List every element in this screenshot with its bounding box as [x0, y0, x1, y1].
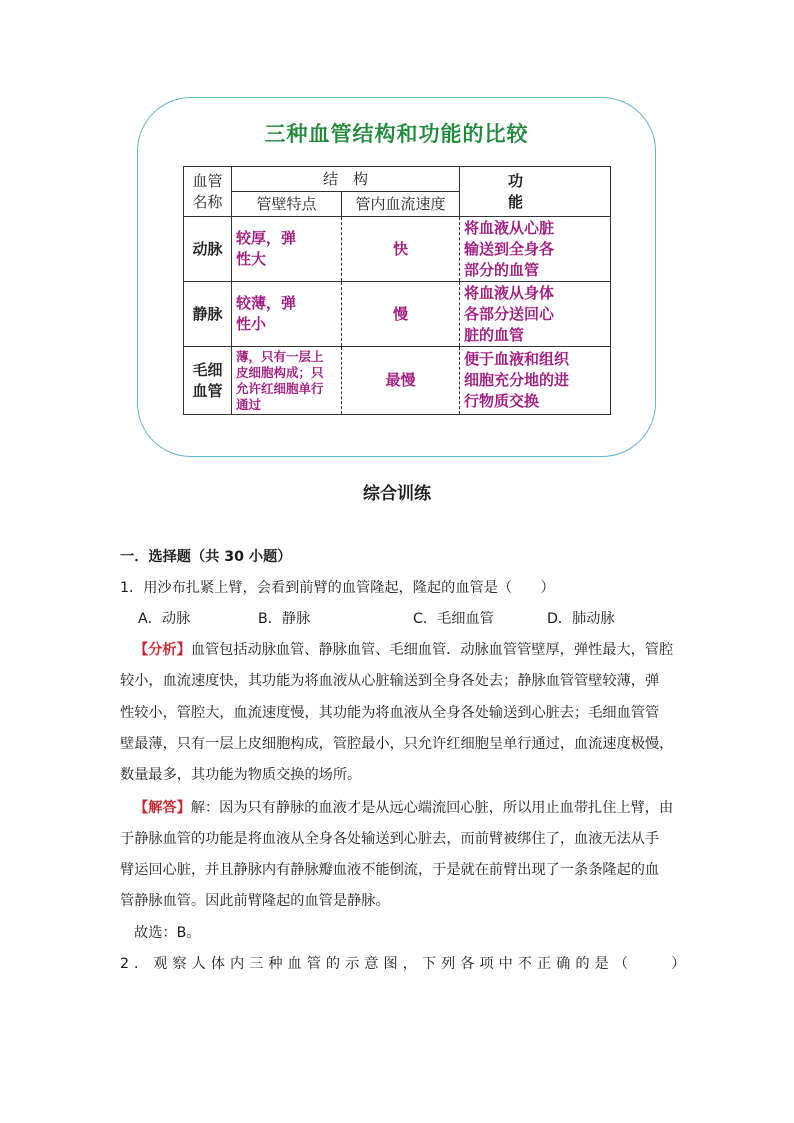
header-vessel-name: 血管 名称 — [184, 167, 232, 217]
header-structure: 结 构 — [232, 167, 460, 192]
comparison-table — [183, 166, 611, 415]
analysis-tag: 【分析】 — [134, 642, 191, 658]
option-b[interactable]: B．静脉 — [258, 611, 311, 627]
row-wall: 薄，只有一层上 皮细胞构成；只 允许红细胞单行 通过 — [232, 347, 342, 415]
row-function: 将血液从心脏 输送到全身各 部分的血管 — [460, 217, 611, 282]
header-wall: 管壁特点 — [232, 192, 342, 217]
option-c[interactable]: C．毛细血管 — [413, 611, 494, 627]
row-name: 动脉 — [184, 217, 232, 282]
header-speed: 管内血流速度 — [342, 192, 460, 217]
part-heading: 一．选择题（共 30 小题） — [120, 549, 292, 565]
question-2-stem: 2．观察人体内三种血管的示意图，下列各项中不正确的是（ ） — [120, 956, 691, 972]
answer-tag: 【解答】 — [134, 800, 191, 816]
conclusion: 故选：B。 — [134, 925, 201, 941]
card-title: 三种血管结构和功能的比较 — [264, 121, 529, 146]
table-row — [184, 347, 611, 415]
table-row — [184, 282, 611, 347]
row-speed: 最慢 — [342, 347, 460, 415]
row-function: 将血液从身体 各部分送回心 脏的血管 — [460, 282, 611, 347]
row-wall: 较厚，弹 性大 — [232, 217, 342, 282]
header-function: 功 能 — [460, 167, 611, 217]
row-wall: 较薄，弹 性小 — [232, 282, 342, 347]
row-speed: 快 — [342, 217, 460, 282]
option-d[interactable]: D．肺动脉 — [547, 611, 615, 627]
row-name: 静脉 — [184, 282, 232, 347]
question-1-stem: 1．用沙布扎紧上臂，会看到前臂的血管隆起，隆起的血管是（ ） — [120, 580, 555, 596]
option-a[interactable]: A．动脉 — [138, 611, 191, 627]
table-row — [184, 217, 611, 282]
row-function: 便于血液和组织 细胞充分地的进 行物质交换 — [460, 347, 611, 415]
row-speed: 慢 — [342, 282, 460, 347]
row-name: 毛细 血管 — [184, 347, 232, 415]
section-title: 综合训练 — [363, 484, 431, 504]
